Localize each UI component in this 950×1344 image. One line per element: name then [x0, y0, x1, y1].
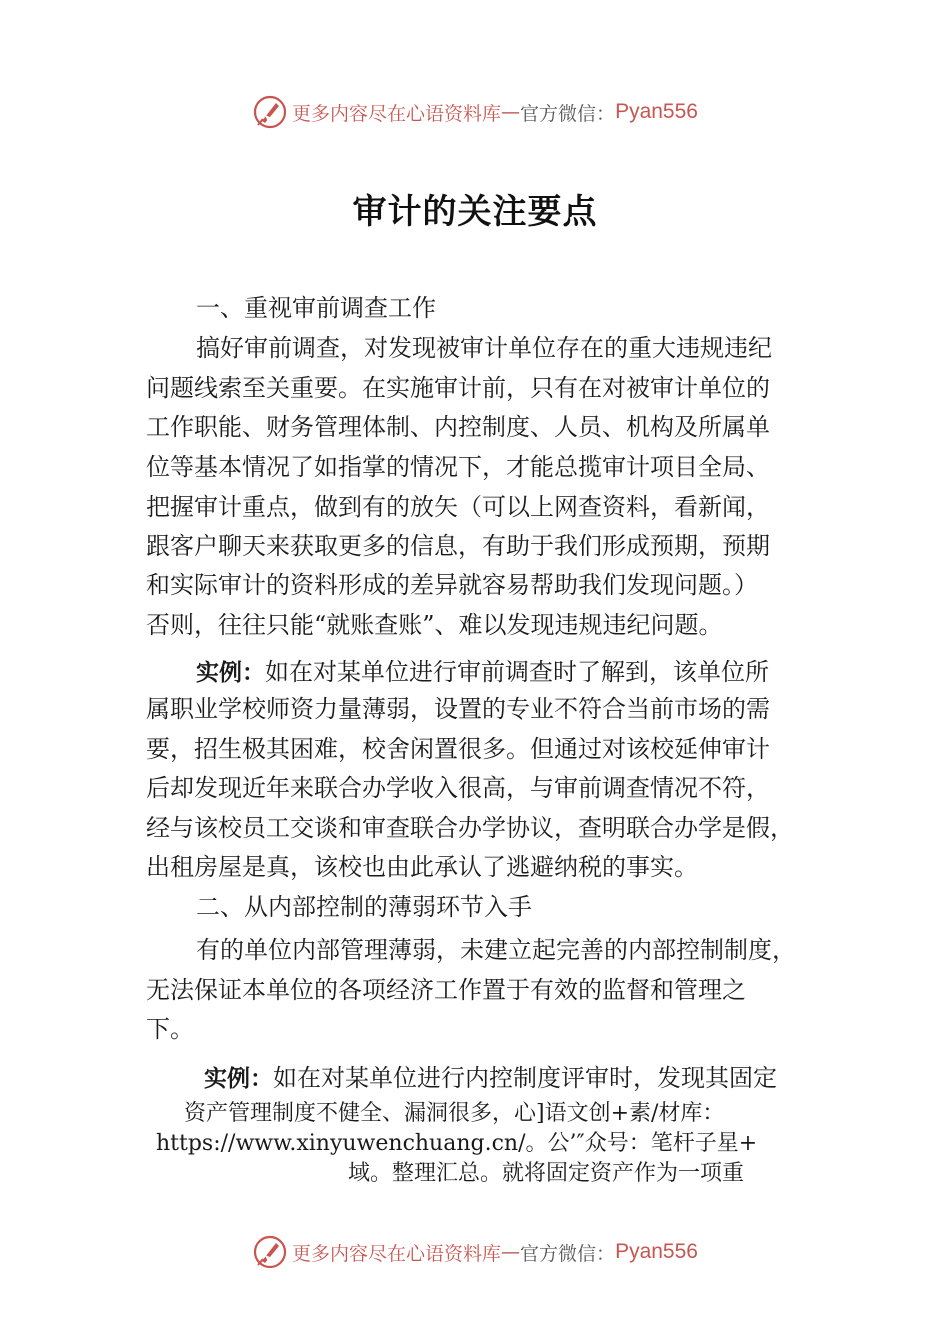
- paragraph-line: 问题线索至关重要。在实施审计前，只有在对被审计单位的: [146, 374, 770, 402]
- banner-wechat-label: 官方微信：: [520, 102, 616, 125]
- section-heading: 二、从内部控制的薄弱环节入手: [196, 893, 532, 921]
- footer-banner: [0, 1232, 950, 1272]
- watermark-line: 资产管理制度不健全、漏洞很多，心]语文创+素/材库：: [184, 1101, 725, 1126]
- example-label: 实例：: [196, 660, 265, 686]
- banner-brand: 更多内容尽在心语资料库: [292, 1242, 502, 1265]
- paragraph-line: 跟客户聊天来获取更多的信息，有助于我们形成预期，预期: [146, 532, 770, 560]
- quill-logo-icon: [252, 1234, 288, 1270]
- paragraph-line: 经与该校员工交谈和审查联合办学协议，查明联合办学是假，: [146, 814, 794, 842]
- quill-logo-icon: [252, 94, 288, 130]
- banner-wechat-id: Pyan556: [615, 100, 698, 123]
- banner-wechat-label: 官方微信：: [520, 1242, 616, 1265]
- banner-separator: —: [501, 101, 521, 123]
- header-banner: [0, 92, 950, 132]
- paragraph-line: 无法保证本单位的各项经济工作置于有效的监督和管理之: [146, 976, 746, 1004]
- example-label: 实例：: [204, 1066, 273, 1092]
- example-line: [204, 1060, 777, 1096]
- paragraph-line: 搞好审前调查，对发现被审计单位存在的重大违规违纪: [196, 334, 772, 362]
- section-heading: 一、重视审前调查工作: [196, 294, 436, 322]
- watermark-line: https://www.xinyuwenchuang.cn/。公’″众号：笔杆子星+: [156, 1131, 758, 1156]
- example-text: 如在对某单位进行内控制度评审时，发现其固定: [273, 1064, 777, 1092]
- paragraph-line: 下。: [146, 1015, 194, 1043]
- paragraph-line: 否则，往往只能“就账查账”、难以发现违规违纪问题。: [146, 611, 723, 639]
- example-text: 如在对某单位进行审前调查时了解到，该单位所: [265, 658, 769, 686]
- paragraph-line: 工作职能、财务管理体制、内控制度、人员、机构及所属单: [146, 413, 770, 441]
- banner-brand: 更多内容尽在心语资料库: [292, 102, 502, 125]
- paragraph-line: 有的单位内部管理薄弱，未建立起完善的内部控制制度，: [196, 936, 796, 964]
- example-line: [196, 654, 769, 690]
- paragraph-line: 域。整理汇总。就将固定资产作为一项重: [348, 1161, 745, 1186]
- banner-separator: —: [501, 1241, 521, 1263]
- page-title: 审计的关注要点: [352, 192, 598, 232]
- paragraph-line: 要，招生极其困难，校舍闲置很多。但通过对该校延伸审计: [146, 735, 770, 763]
- paragraph-line: 把握审计重点，做到有的放矢（可以上网查资料，看新闻，: [146, 493, 770, 521]
- paragraph-line: 和实际审计的资料形成的差异就容易帮助我们发现问题。）: [146, 571, 758, 599]
- paragraph-line: 属职业学校师资力量薄弱，设置的专业不符合当前市场的需: [146, 695, 770, 723]
- banner-wechat-id: Pyan556: [615, 1240, 698, 1263]
- paragraph-line: 后却发现近年来联合办学收入很高，与审前调查情况不符，: [146, 774, 770, 802]
- paragraph-line: 出租房屋是真，该校也由此承认了逃避纳税的事实。: [146, 853, 698, 881]
- paragraph-line: 位等基本情况了如指掌的情况下，才能总揽审计项目全局、: [146, 453, 770, 481]
